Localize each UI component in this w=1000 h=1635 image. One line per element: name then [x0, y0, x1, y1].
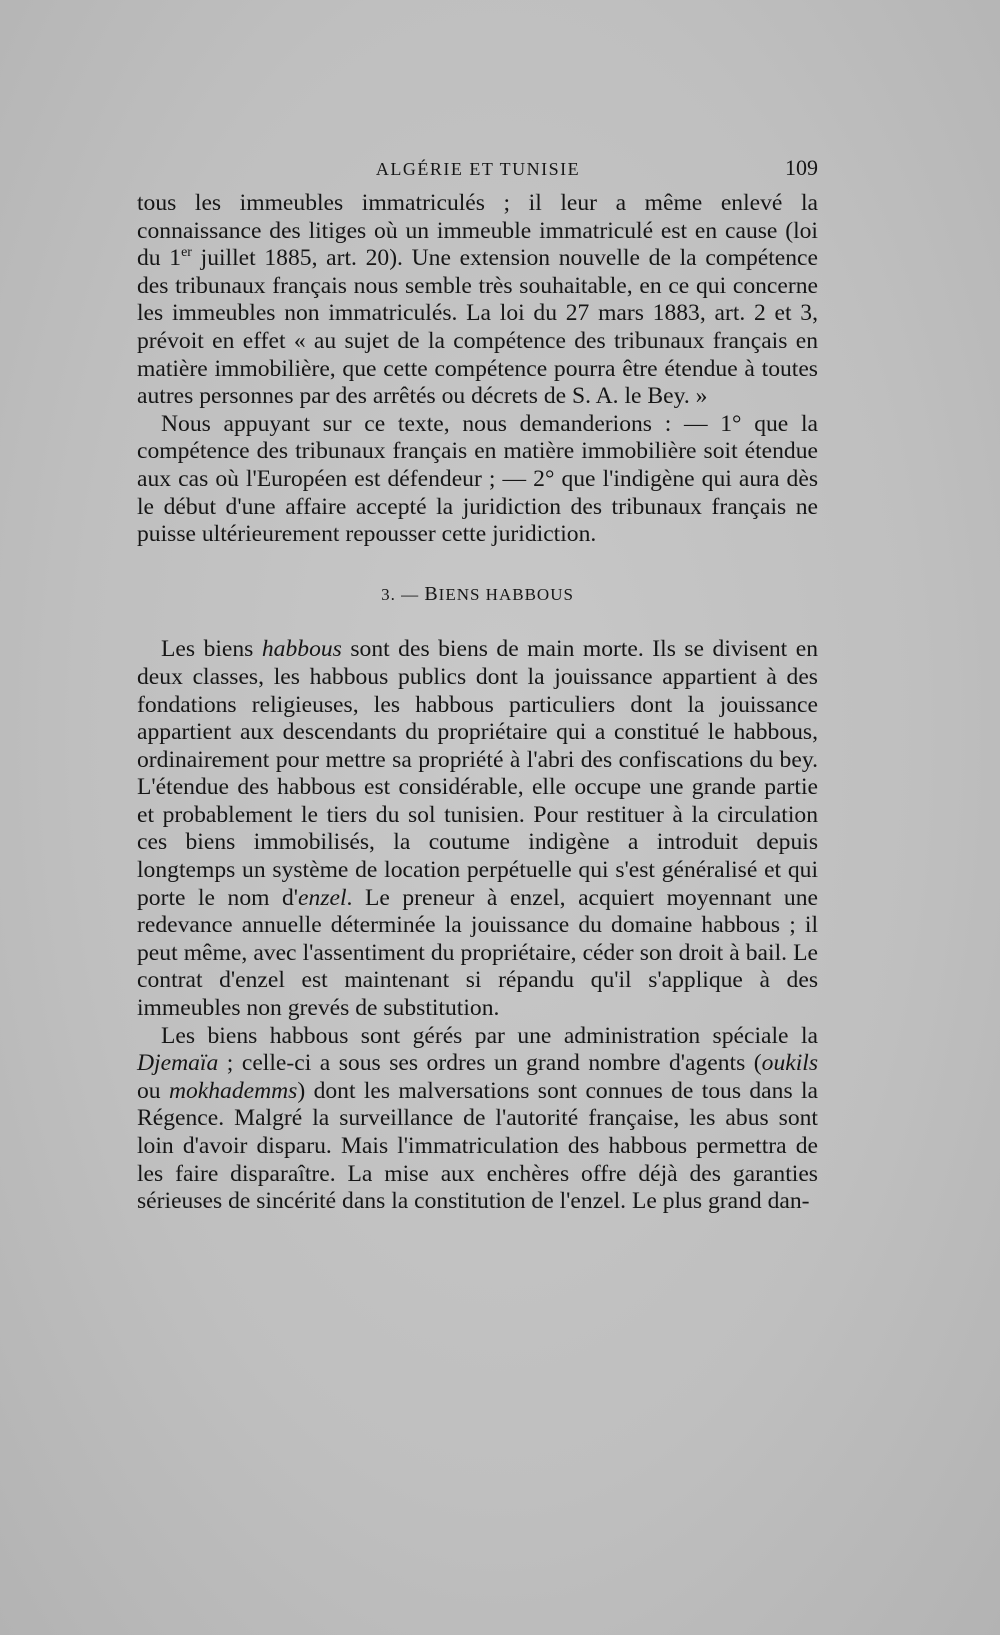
term-djemaia: Djemaïa [137, 1050, 219, 1077]
paragraph-2: Nous appuyant sur ce texte, nous demanderions : — 1° que la compétence des tribunaux français en matière immobilière soit étendue aux cas où l'Européen est défendeur ; — 2° que l'indigène qui aura dès le début d'une affaire accepté la juridiction des tribunaux français ne puisse ultérieurement repousser cette juridiction. [137, 410, 818, 548]
paragraph-3: Les biens habbous sont des biens de main morte. Ils se divisent en deux classes, les habbous publics dont la jouissance appartient à des fondations religieuses, les habbous particuliers dont la jouissance appartient aux descendants du propriétaire qui a constitué le habbous, ordinairement pour mettre sa propriété à l'abri des confiscations du bey. L'étendue des habbous est considérable, elle occupe une grande partie et probablement le tiers du sol tunisien. Pour restituer à la circulation ces biens immobilisés, la coutume indigène a introduit depuis longtemps un système de location perpétuelle qui s'est généralisé et qui porte le nom d'enzel. Le preneur à enzel, acquiert moyennant une redevance annuelle déterminée la jouissance du domaine habbous ; il peut même, avec l'assentiment du propriétaire, céder son droit à bail. Le contrat d'enzel est maintenant si répandu qu'il s'applique à des immeubles non grevés de substitution. [137, 636, 819, 1022]
term-mokhademms: mokhademms [168, 1077, 298, 1104]
body-text [137, 190, 818, 1216]
page-header [138, 155, 818, 185]
term-oukils: oukils [761, 1050, 818, 1077]
page-number: 109 [785, 155, 818, 180]
paragraph-4: Les biens habbous sont gérés par une administration spéciale la Djemaïa ; celle-ci a sous ses ordres un grand nombre d'agents (oukils ou mokhademms) dont les malversations sont connues de tous dans la Régence. Malgré la surveillance de l'autorité française, les abus sont loin d'avoir disparu. Mais l'immatriculation des habbous permettra de les faire disparaître. La mise aux enchères offre déjà des garanties sérieuses de sincérité dans la constitution de l'enzel. Le plus grand dan- [137, 1022, 818, 1215]
paragraph-1: tous les immeubles immatriculés ; il leur a même enlevé la connaissance des litiges où un immeuble immatriculé est en cause (loi du 1er juillet 1885, art. 20). Une extension nouvelle de la compétence des tribunaux français nous semble très souhaitable, en ce qui concerne les immeubles non immatriculés. La loi du 27 mars 1883, art. 2 et 3, prévoit en effet « au sujet de la compétence des tribunaux français en matière immobilière, que cette compétence pourra être étendue à toutes autres personnes par des arrêtés ou décrets de S. A. le Bey. » [137, 190, 818, 410]
term-enzel: enzel [298, 884, 347, 911]
term-habbous: habbous [261, 636, 342, 663]
section-heading: 3. — BIENS HABBOUS [381, 582, 574, 605]
running-title: ALGÉRIE ET TUNISIE [375, 159, 581, 179]
